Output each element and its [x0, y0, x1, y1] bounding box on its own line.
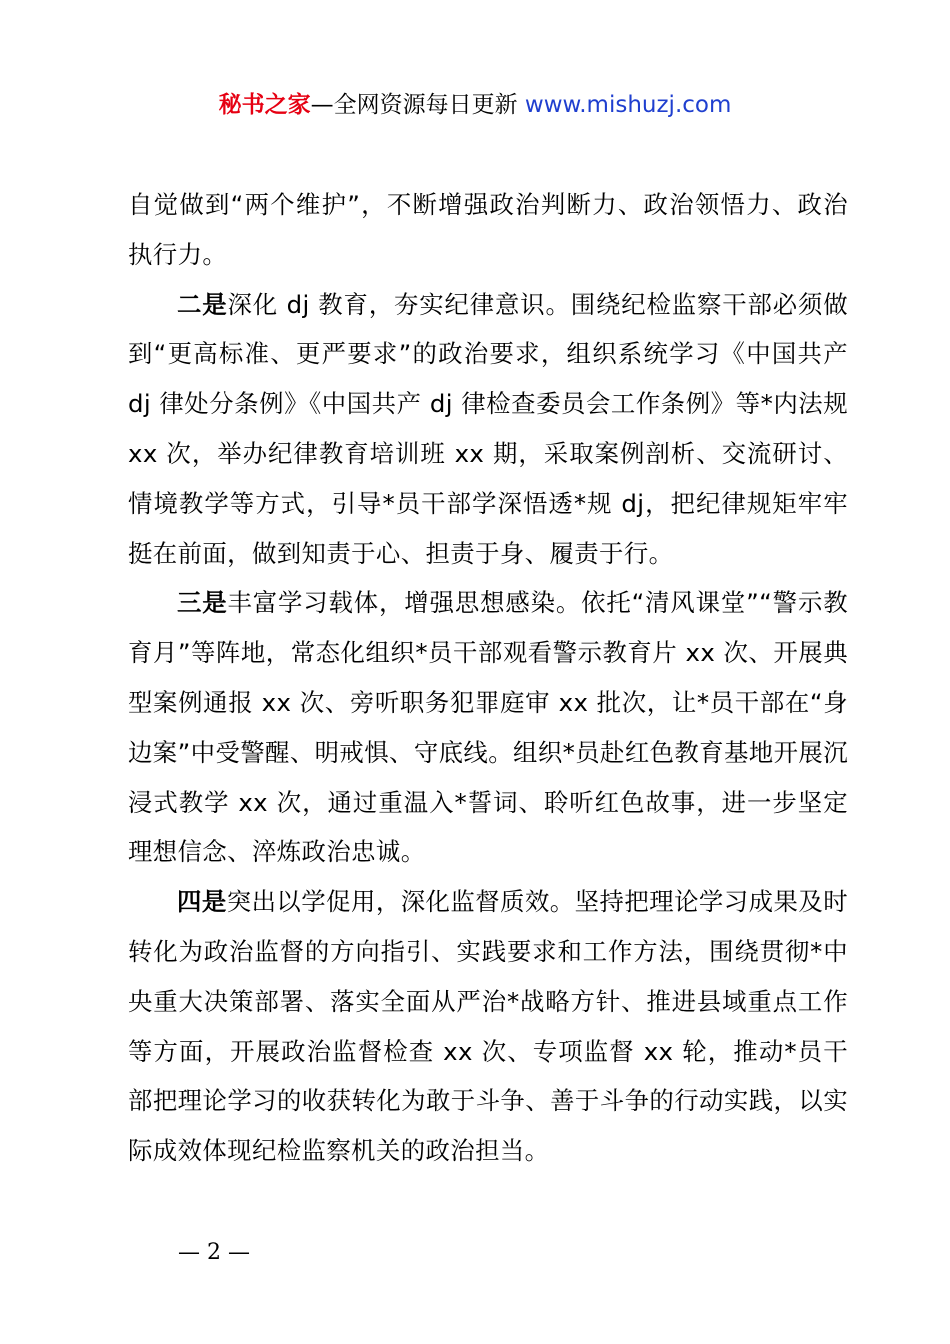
paragraph-body: 丰富学习载体，增强思想感染。依托“清风课堂”“警示教育月”等阵地，常态化组织*员干部观看警示教育片 xx 次、开展典型案例通报 xx 次、旁听职务犯罪庭审 xx 批次，让*员干部在“身边案”中受警醒、明戒惧、守底线。组织*员赴红色教育基地开展沉浸式教学 xx 次，通过重温入*誓词、聆听红色故事，进一步坚定理想信念、淬炼政治忠诚。: [128, 588, 848, 867]
paragraph-lead: 三是: [177, 588, 228, 618]
paragraph-body: 突出以学促用，深化监督质效。坚持把理论学习成果及时转化为政治监督的方向指引、实践要求和工作方法，围绕贯彻*中央重大决策部署、落实全面从严治*战略方针、推进县域重点工作等方面，开展政治监督检查 xx 次、专项监督 xx 轮，推动*员干部把理论学习的收获转化为敢于斗争、善于斗争的行动实践，以实际成效体现纪检监察机关的政治担当。: [128, 887, 848, 1166]
paragraph-continuation: [128, 180, 848, 280]
document-body: [128, 180, 848, 1176]
paragraph-point-two: [128, 280, 848, 579]
page-number: — 2 —: [178, 1240, 250, 1265]
site-url-link[interactable]: www.mishuzj.com: [524, 92, 732, 118]
paragraph-point-three: [128, 578, 848, 877]
paragraph-body: 自觉做到“两个维护”，不断增强政治判断力、政治领悟力、政治执行力。: [128, 190, 848, 269]
header-tagline: —全网资源每日更新: [310, 92, 525, 118]
site-header: [0, 88, 950, 122]
paragraph-lead: 二是: [177, 289, 228, 319]
paragraph-point-four: [128, 877, 848, 1176]
brand-name: 秘书之家: [218, 92, 311, 118]
paragraph-body: 深化 dj 教育，夯实纪律意识。围绕纪检监察干部必须做到“更高标准、更严要求”的政治要求，组织系统学习《中国共产 dj 律处分条例》《中国共产 dj 律检查委员会工作条例》等*内法规 xx 次，举办纪律教育培训班 xx 期，采取案例剖析、交流研讨、情境教学等方式，引导*员干部学深悟透*规 dj，把纪律规矩牢牢挺在前面，做到知责于心、担责于身、履责于行。: [128, 289, 848, 568]
paragraph-lead: 四是: [177, 887, 227, 917]
